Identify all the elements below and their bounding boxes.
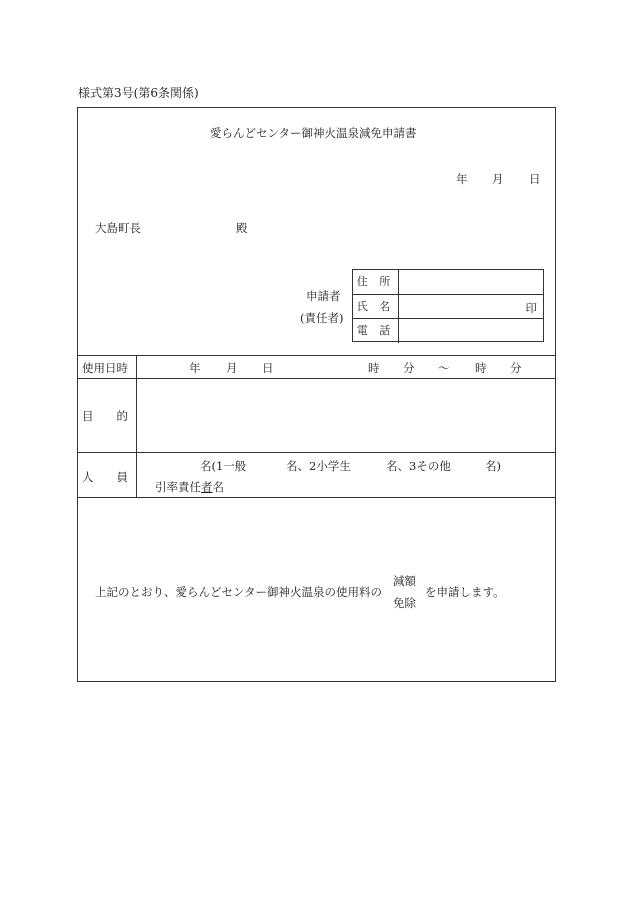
usage-month[interactable]: 月 [226, 361, 238, 375]
usage-time-separator: 〜 [438, 361, 450, 375]
purpose-label: 目 的 [82, 409, 128, 423]
date-day[interactable]: 日 [529, 172, 541, 186]
name-row[interactable] [353, 294, 543, 319]
divider-usage-top [77, 355, 556, 356]
personnel-total-unit[interactable]: 名(1一般 [200, 459, 247, 473]
usage-year[interactable]: 年 [189, 361, 201, 375]
applicant-responsible-label: (責任者) [300, 311, 344, 325]
personnel-general-unit[interactable]: 名、2小学生 [286, 459, 351, 473]
addressee-name: 大島町長 [95, 221, 141, 235]
usage-datetime-label: 使用日時 [82, 361, 128, 375]
usage-minute-to[interactable]: 分 [510, 361, 522, 375]
divider-personnel-top [77, 452, 556, 453]
applicant-label: 申請者 [306, 289, 341, 303]
divider-purpose-top [77, 378, 556, 379]
leader-label-underlined: 者 [201, 480, 213, 494]
date-month[interactable]: 月 [492, 172, 504, 186]
option-reduction[interactable]: 減額 [393, 574, 416, 588]
option-exemption[interactable]: 免除 [393, 596, 416, 610]
usage-hour-from[interactable]: 時 [368, 361, 380, 375]
phone-row[interactable] [353, 318, 543, 343]
personnel-elementary-unit[interactable]: 名、3その他 [386, 459, 451, 473]
statement-after: を申請します。 [425, 585, 505, 599]
address-label: 住 所 [353, 270, 399, 294]
form-title: 愛らんどセンター御神火温泉減免申請書 [210, 126, 417, 140]
address-row[interactable] [353, 270, 543, 294]
usage-minute-from[interactable]: 分 [403, 361, 415, 375]
leader-label-prefix: 引率責任 [155, 480, 201, 494]
personnel-other-unit[interactable]: 名) [485, 459, 501, 473]
applicant-info-table [352, 269, 544, 342]
leader-name-label[interactable] [155, 479, 224, 495]
form-number: 様式第3号(第6条関係) [78, 86, 199, 100]
usage-hour-to[interactable]: 時 [475, 361, 487, 375]
seal-mark: 印 [525, 301, 537, 315]
statement-before: 上記のとおり、愛らんどセンター御神火温泉の使用料の [95, 585, 383, 599]
leader-label-suffix: 名 [212, 480, 224, 494]
date-year[interactable]: 年 [456, 172, 468, 186]
usage-day[interactable]: 日 [262, 361, 274, 375]
name-label: 氏 名 [353, 295, 399, 319]
personnel-label: 人 員 [82, 470, 128, 484]
label-column-divider [136, 355, 137, 497]
addressee-honorific: 殿 [236, 221, 248, 235]
phone-label: 電 話 [353, 319, 399, 343]
divider-statement-top [77, 497, 556, 498]
